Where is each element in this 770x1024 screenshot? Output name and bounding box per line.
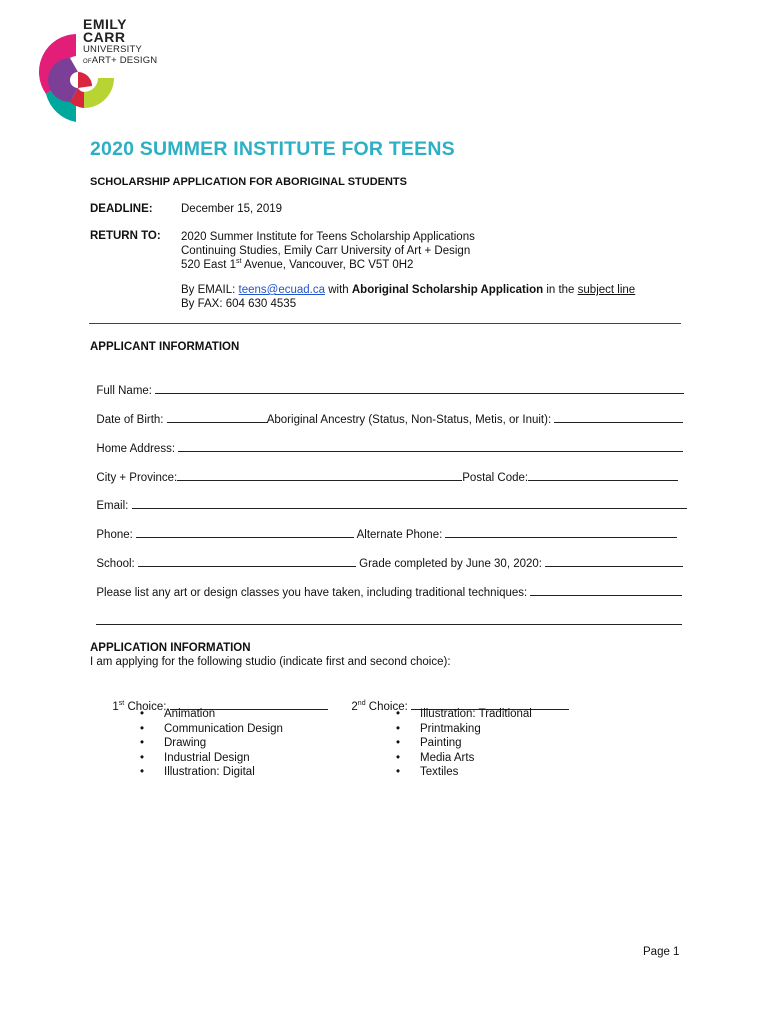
email-line [181, 283, 635, 297]
second-choice-sup: nd [357, 700, 366, 708]
city-field[interactable] [177, 468, 462, 481]
grade-label: Grade completed by June 30, 2020: [359, 558, 542, 570]
studio-option: • Textiles [392, 765, 532, 780]
application-heading: APPLICATION INFORMATION [90, 642, 251, 654]
email-in-the: in the [543, 284, 578, 296]
email-row [90, 484, 687, 512]
first-choice-sup: st [118, 700, 125, 708]
page-subtitle: SCHOLARSHIP APPLICATION FOR ABORIGINAL STUDENTS [90, 176, 407, 188]
ancestry-label: Aboriginal Ancestry (Status, Non-Status, Metis, or Inuit): [266, 414, 552, 426]
return-line-1: 2020 Summer Institute for Teens Scholarship Applications [181, 231, 475, 243]
city-row [90, 456, 678, 484]
return-line-2: Continuing Studies, Emily Carr University of Art + Design [181, 245, 471, 257]
classes-row [90, 571, 682, 599]
logo-line-1: EMILY [83, 16, 127, 32]
city-label: City + Province: [96, 472, 178, 484]
fax-line: By FAX: 604 630 4535 [181, 298, 297, 310]
logo-line-3: UNIVERSITY [83, 44, 143, 55]
email-link[interactable]: teens@ecuad.ca [238, 284, 326, 296]
studio-option: • Illustration: Digital [136, 765, 283, 780]
email-label: Email: [96, 500, 129, 512]
university-logo-text [83, 18, 157, 68]
school-field[interactable] [138, 554, 356, 567]
section-divider [89, 323, 681, 324]
email-subject-line: subject line [577, 284, 636, 296]
studio-option: • Illustration: Traditional [392, 707, 532, 722]
page-title: 2020 SUMMER INSTITUTE FOR TEENS [90, 138, 455, 160]
full-name-row [90, 369, 684, 397]
school-label: School: [96, 558, 135, 570]
phone-label: Phone: [96, 529, 133, 541]
postal-label: Postal Code: [462, 472, 529, 484]
full-name-label: Full Name: [96, 385, 152, 397]
dob-label: Date of Birth: [96, 414, 164, 426]
alt-phone-field[interactable] [445, 525, 677, 538]
school-row [90, 542, 683, 570]
page-number: Page 1 [643, 946, 680, 958]
studio-option: • Media Arts [392, 751, 532, 766]
studio-option: • Industrial Design [136, 751, 283, 766]
first-choice-label: Choice: [124, 701, 167, 713]
return-line-3-sup: st [235, 258, 242, 266]
first-choice-num: 1 [112, 701, 119, 713]
phone-field[interactable] [136, 525, 354, 538]
studio-option: • Drawing [136, 736, 283, 751]
classes-field-continued[interactable] [96, 612, 682, 625]
studio-option: • Animation [136, 707, 283, 722]
email-subject-bold: Aboriginal Scholarship Application [351, 284, 544, 296]
second-choice-label: Choice: [365, 701, 408, 713]
logo-art-design: ART+ DESIGN [91, 55, 158, 66]
return-line-3 [181, 258, 475, 272]
studio-option: • Communication Design [136, 722, 283, 737]
email-field[interactable] [132, 496, 687, 509]
phone-row [90, 513, 677, 541]
deadline-value: December 15, 2019 [181, 203, 283, 215]
studio-option: • Printmaking [392, 722, 532, 737]
return-line-3-a: 520 East 1 [181, 259, 236, 271]
home-address-field[interactable] [178, 439, 683, 452]
return-to-label: RETURN TO: [90, 230, 161, 242]
return-to-address [181, 230, 475, 272]
dob-row [90, 398, 683, 426]
return-line-3-b: Avenue, Vancouver, BC V5T 0H2 [241, 259, 414, 271]
logo-line-4 [83, 55, 157, 68]
classes-field[interactable] [530, 583, 682, 596]
return-methods [181, 283, 635, 311]
home-address-row [90, 427, 683, 455]
second-choice-num: 2 [351, 701, 358, 713]
application-intro: I am applying for the following studio (indicate first and second choice): [90, 656, 451, 668]
postal-field[interactable] [528, 468, 678, 481]
full-name-field[interactable] [155, 381, 684, 394]
email-prefix: By EMAIL: [181, 284, 239, 296]
grade-field[interactable] [545, 554, 683, 567]
studio-list-right [392, 707, 532, 780]
email-with: with [325, 284, 352, 296]
classes-label: Please list any art or design classes you have taken, including traditional techniques: [96, 587, 528, 599]
studio-option: • Painting [392, 736, 532, 751]
home-address-label: Home Address: [96, 443, 176, 455]
alt-phone-label: Alternate Phone: [356, 529, 443, 541]
applicant-heading: APPLICANT INFORMATION [90, 341, 240, 353]
ancestry-field[interactable] [554, 410, 683, 423]
studio-list-left [136, 707, 283, 780]
logo-line-2: CARR [83, 29, 126, 45]
classes-row-2 [90, 600, 682, 628]
dob-field[interactable] [167, 410, 267, 423]
logo-of: OF [83, 59, 92, 65]
deadline-label: DEADLINE: [90, 203, 153, 215]
